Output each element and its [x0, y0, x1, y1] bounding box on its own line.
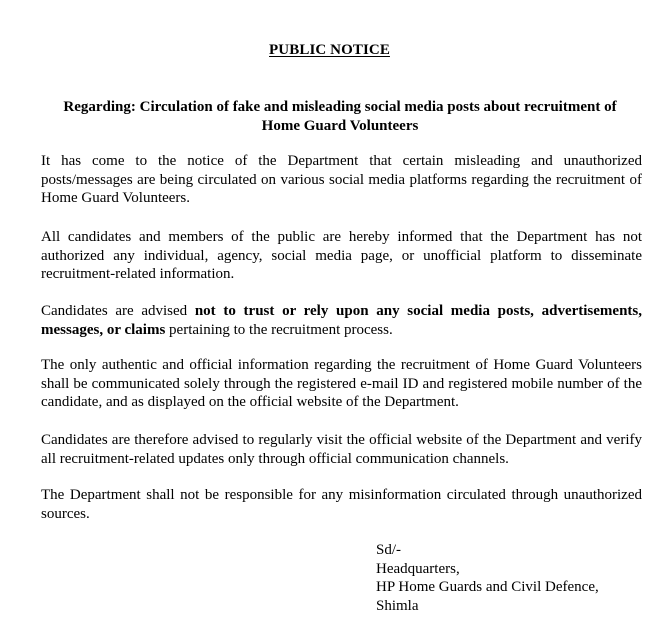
paragraph-5: Candidates are therefore advised to regularly visit the official website of the Department and verify all recruitment-related updates only through official communication channels. — [41, 432, 642, 467]
paragraph-2: All candidates and members of the public are hereby informed that the Department has not authorized any individual, agency, social media page, or unofficial platform to disseminate recruitment-related information. — [41, 229, 642, 282]
signature-sd: Sd/- — [376, 542, 402, 558]
paragraph-4: The only authentic and official information regarding the recruitment of Home Guard Volunteers shall be communicated solely through the registered e-mail ID and registered mobile number of the candidate, and as displayed on the official website of the Department. — [41, 357, 642, 410]
paragraph-3-emphasis: not to trust or rely upon any social media posts, advertisements, messages, or claims — [41, 303, 642, 338]
subject-line-1: Regarding: Circulation of fake and misleading social media posts about recruitment of — [63, 99, 617, 115]
paragraph-1: It has come to the notice of the Department that certain misleading and unauthorized posts/messages are being circulated on various social media platforms regarding the recruitment of Home Guard Volunteers. — [41, 153, 642, 206]
paragraph-6: The Department shall not be responsible for any misinformation circulated through unauthorized sources. — [41, 487, 642, 522]
signature-line-1: Headquarters, — [376, 560, 460, 577]
paragraph-3 — [41, 302, 642, 339]
signature-line-3: Shimla — [376, 597, 419, 614]
paragraph-3-start: Candidates are advised — [41, 303, 195, 319]
notice-subject — [38, 98, 642, 136]
paragraph-3-end: pertaining to the recruitment process. — [165, 321, 393, 338]
signature-block — [376, 541, 599, 615]
notice-title: PUBLIC NOTICE — [269, 42, 390, 58]
signature-line-2: HP Home Guards and Civil Defence, — [376, 579, 599, 595]
subject-line-2: Home Guard Volunteers — [261, 118, 419, 134]
